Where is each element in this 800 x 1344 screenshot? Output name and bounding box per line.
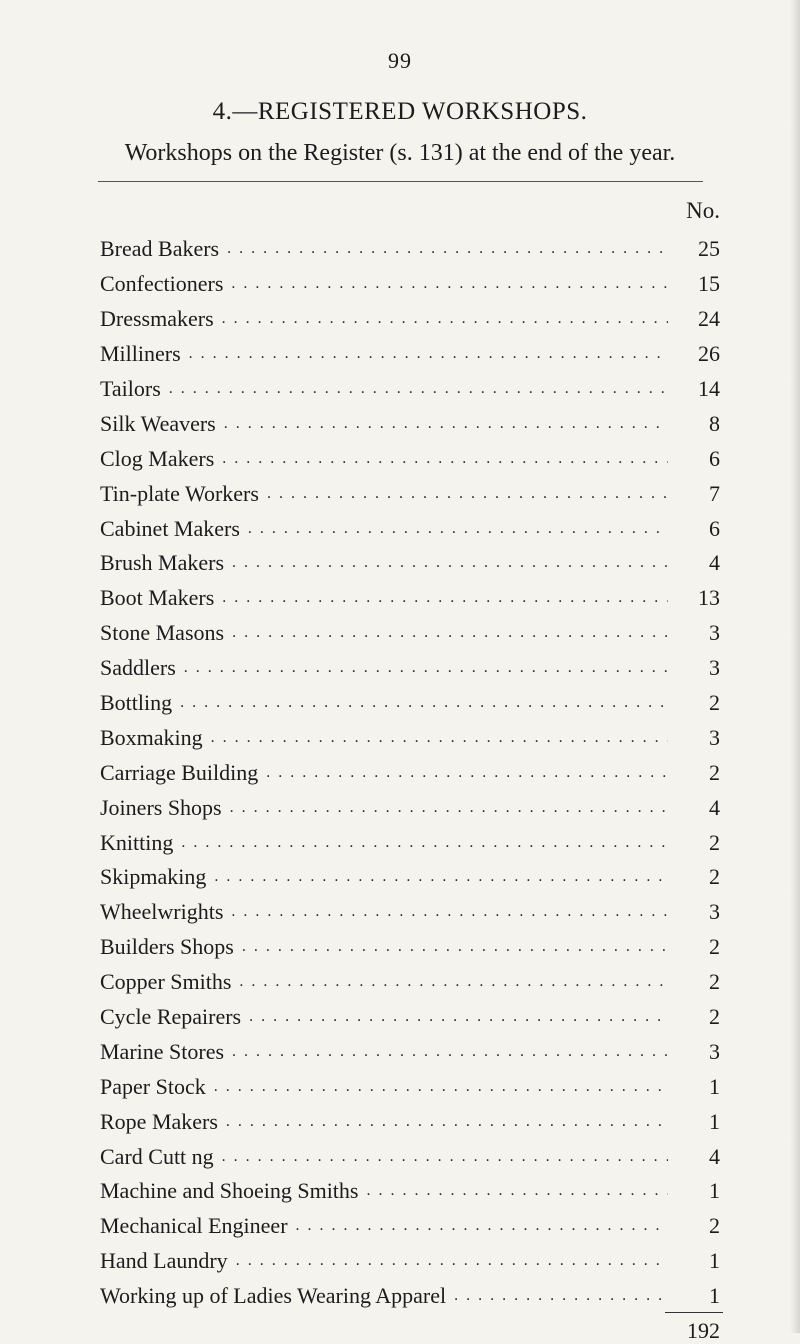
dot-leader	[214, 1078, 668, 1096]
workshop-count: 1	[709, 1073, 720, 1099]
workshop-count: 25	[698, 236, 720, 262]
dot-leader	[222, 450, 668, 468]
dot-leader	[231, 275, 668, 293]
table-row	[100, 860, 720, 895]
table-row	[100, 511, 720, 546]
dot-leader	[222, 310, 668, 328]
dot-leader	[230, 799, 668, 817]
page-number: 99	[388, 48, 412, 73]
workshop-count: 13	[698, 585, 720, 611]
table-row	[100, 476, 720, 511]
table-row	[100, 825, 720, 860]
trade-name: Stone Masons	[100, 620, 225, 646]
workshop-count: 26	[698, 341, 720, 367]
section-title: 4.—REGISTERED WORKSHOPS.	[212, 98, 588, 125]
dot-leader	[224, 415, 668, 433]
workshop-count: 3	[709, 620, 720, 646]
trade-name: Carriage Building	[100, 759, 259, 785]
trade-name: Cycle Repairers	[100, 1004, 242, 1030]
dot-leader	[296, 1217, 668, 1235]
workshop-count: 4	[709, 550, 720, 576]
table-row	[100, 1139, 720, 1174]
trade-name: Bread Bakers	[100, 236, 220, 262]
dot-leader	[232, 554, 668, 572]
dot-leader	[222, 1148, 668, 1166]
table-row	[100, 1174, 720, 1209]
table-row	[100, 930, 720, 965]
table-row	[100, 372, 720, 407]
table-row	[100, 686, 720, 721]
table-row	[100, 232, 720, 267]
table-row	[100, 616, 720, 651]
trade-name: Mechanical Engineer	[100, 1213, 288, 1239]
dot-leader	[366, 1182, 668, 1200]
dot-leader	[184, 659, 668, 677]
table-row	[100, 581, 720, 616]
dot-leader	[267, 485, 668, 503]
dot-leader	[232, 1043, 668, 1061]
workshop-count: 3	[709, 1038, 720, 1064]
table-row	[100, 755, 720, 790]
table-row	[100, 965, 720, 1000]
table-subtitle: Workshops on the Register (s. 131) at the end of the year.	[124, 140, 676, 166]
dot-leader	[169, 380, 668, 398]
table-row	[100, 1104, 720, 1139]
workshop-count: 24	[698, 306, 720, 332]
table-row	[100, 720, 720, 755]
dot-leader	[266, 764, 668, 782]
trade-name: Bottling	[100, 690, 173, 716]
dot-leader	[239, 973, 668, 991]
table-row	[100, 267, 720, 302]
dot-leader	[189, 345, 668, 363]
table-row	[100, 441, 720, 476]
trade-name: Brush Makers	[100, 550, 225, 576]
trade-name: Silk Weavers	[100, 410, 216, 436]
dot-leader	[249, 1008, 668, 1026]
trade-name: Dressmakers	[100, 306, 214, 332]
count-column-header: No.	[686, 198, 720, 223]
page-edge-shadow	[790, 0, 800, 1333]
dot-leader	[222, 589, 668, 607]
trade-name: Joiners Shops	[100, 794, 222, 820]
trade-name: Tin-plate Workers	[100, 480, 259, 506]
workshop-count: 14	[698, 376, 720, 401]
dot-leader	[181, 834, 668, 852]
header-rule	[98, 181, 703, 182]
table-row	[100, 302, 720, 337]
trade-name: Wheelwrights	[100, 899, 224, 925]
workshop-count: 2	[709, 759, 720, 785]
dot-leader	[242, 938, 668, 956]
trade-name: Milliners	[100, 341, 181, 367]
trade-name: Confectioners	[100, 271, 224, 297]
table-row	[100, 1069, 720, 1104]
trade-name: Saddlers	[100, 655, 176, 681]
workshop-count: 2	[709, 1213, 720, 1239]
dot-leader	[248, 520, 668, 538]
trade-name: Paper Stock	[100, 1073, 206, 1099]
dot-leader	[226, 1113, 668, 1131]
workshop-count: 2	[709, 969, 720, 995]
dot-leader	[214, 868, 668, 886]
workshop-count: 2	[709, 934, 720, 960]
workshop-count: 7	[709, 480, 720, 506]
trade-name: Cabinet Makers	[100, 515, 240, 541]
workshop-count: 1	[709, 1178, 720, 1204]
trade-name: Knitting	[100, 829, 174, 855]
workshop-count: 2	[709, 690, 720, 716]
table-row	[100, 406, 720, 441]
table-row	[100, 1244, 720, 1279]
dot-leader	[227, 240, 668, 258]
trade-name: Tailors	[100, 376, 161, 401]
total-count: 192	[687, 1318, 720, 1343]
table-row	[100, 651, 720, 686]
workshop-count: 2	[709, 1004, 720, 1030]
workshop-count: 3	[709, 899, 720, 925]
workshop-count: 6	[709, 445, 720, 471]
trade-name: Copper Smiths	[100, 969, 232, 995]
workshop-count: 1	[709, 1108, 720, 1134]
total-rule	[665, 1312, 723, 1313]
table-row	[100, 1209, 720, 1244]
table-row	[100, 1279, 720, 1314]
workshop-count: 3	[709, 724, 720, 750]
dot-leader	[211, 729, 668, 747]
workshop-table	[100, 232, 720, 1314]
trade-name: Boxmaking	[100, 724, 203, 750]
workshop-count: 4	[709, 794, 720, 820]
workshop-count: 1	[709, 1283, 720, 1309]
workshop-count: 2	[709, 829, 720, 855]
trade-name: Builders Shops	[100, 934, 234, 960]
table-row	[100, 1034, 720, 1069]
dot-leader	[231, 903, 668, 921]
trade-name: Rope Makers	[100, 1108, 218, 1134]
dot-leader	[180, 694, 668, 712]
workshop-count: 6	[709, 515, 720, 541]
trade-name: Skipmaking	[100, 864, 207, 890]
table-row	[100, 337, 720, 372]
table-row	[100, 1000, 720, 1035]
dot-leader	[232, 624, 668, 642]
trade-name: Card Cutt ng	[100, 1143, 214, 1169]
workshop-count: 1	[709, 1248, 720, 1274]
dot-leader	[236, 1252, 668, 1270]
trade-name: Boot Makers	[100, 585, 215, 611]
workshop-count: 8	[709, 410, 720, 436]
table-row	[100, 546, 720, 581]
dot-leader	[454, 1287, 668, 1305]
table-row	[100, 895, 720, 930]
trade-name: Working up of Ladies Wearing Apparel	[100, 1283, 447, 1309]
workshop-count: 15	[698, 271, 720, 297]
trade-name: Clog Makers	[100, 445, 215, 471]
table-row	[100, 790, 720, 825]
workshop-count: 4	[709, 1143, 720, 1169]
trade-name: Hand Laundry	[100, 1248, 228, 1274]
workshop-count: 2	[709, 864, 720, 890]
trade-name: Machine and Shoeing Smiths	[100, 1178, 359, 1204]
trade-name: Marine Stores	[100, 1038, 225, 1064]
workshop-count: 3	[709, 655, 720, 681]
